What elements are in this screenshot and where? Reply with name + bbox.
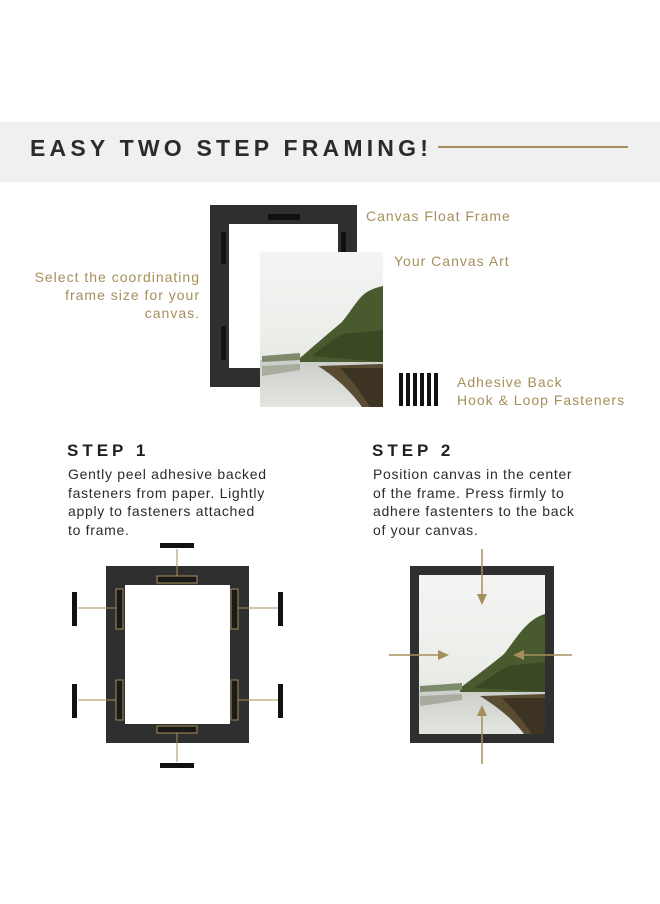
select-note-line: canvas.	[144, 305, 200, 321]
frame-fastener-right-top	[341, 232, 346, 254]
step1-line: apply to fasteners attached	[68, 503, 256, 519]
fastener-label	[457, 373, 625, 409]
select-note-line: frame size for your	[65, 287, 200, 303]
step1-instructions	[68, 465, 267, 539]
canvas-art	[260, 252, 383, 407]
step2-instructions	[373, 465, 575, 539]
page-title: EASY TWO STEP FRAMING!	[30, 135, 433, 161]
step1-illustration	[72, 543, 283, 768]
step1-line: fasteners from paper. Lightly	[68, 484, 265, 501]
step1-line: to frame.	[68, 521, 130, 538]
select-frame-note	[35, 268, 200, 322]
step2-illustration	[389, 549, 572, 764]
step2-line: adhere fastenters to the back	[373, 503, 575, 519]
step2-line: Position canvas in the center	[373, 466, 573, 482]
fastener-label-line: Hook & Loop Fasteners	[457, 392, 626, 408]
step2-heading: STEP 2	[372, 441, 455, 460]
frame-fastener-left-top	[221, 232, 226, 264]
frame-fastener-top	[268, 214, 300, 220]
fastener-label-line: Adhesive Back	[457, 374, 563, 390]
step1-heading: STEP 1	[67, 441, 150, 460]
fastener-strips	[399, 373, 438, 406]
frame-fastener-left-bottom	[221, 326, 226, 360]
step2-line: of your canvas.	[373, 521, 479, 538]
step2-line: of the frame. Press firmly to	[373, 484, 565, 501]
frame-label: Canvas Float Frame	[366, 208, 511, 224]
step1-line: Gently peel adhesive backed	[68, 466, 267, 482]
art-label: Your Canvas Art	[394, 253, 510, 269]
select-note-line: Select the coordinating	[34, 269, 200, 285]
